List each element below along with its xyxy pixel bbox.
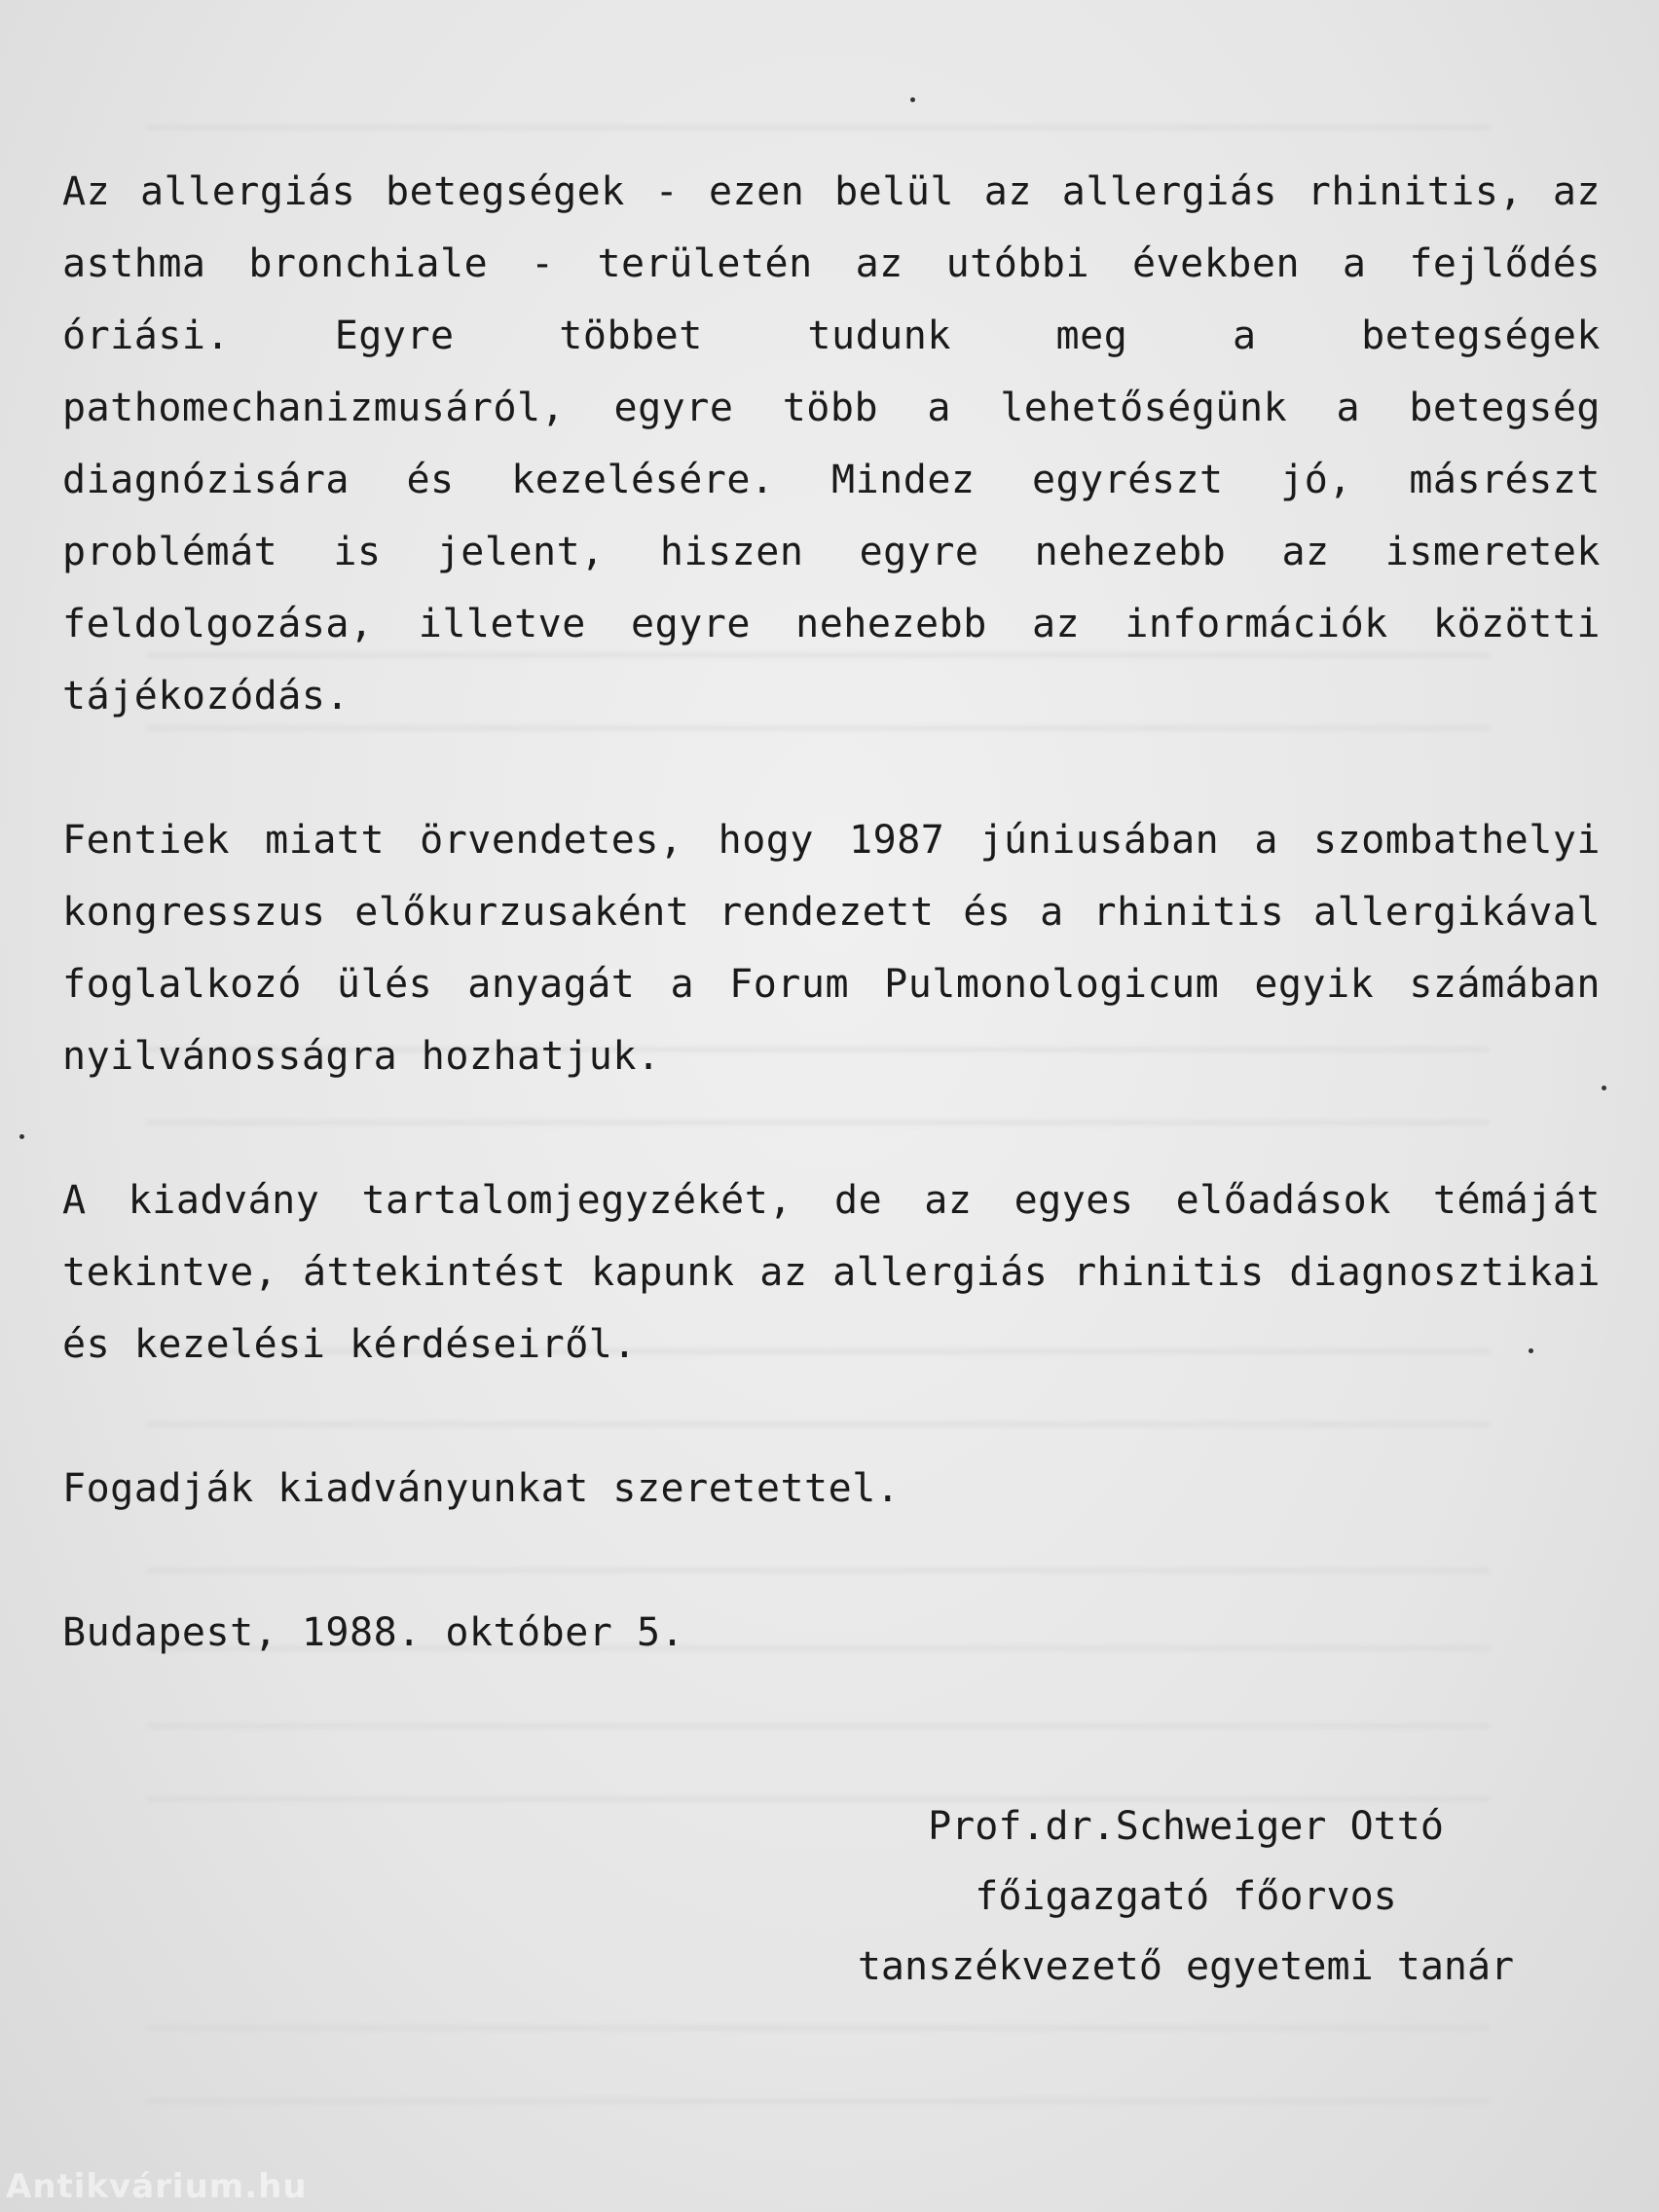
print-speck — [1602, 1086, 1606, 1090]
bleed-line — [146, 2025, 1490, 2031]
bleed-line — [146, 2098, 1490, 2104]
signature-block — [816, 1791, 1556, 2002]
paragraph-intro: Az allergiás betegségek - ezen belül az allergiás rhinitis, az asthma bronchiale - területén az utóbbi években a fejlődés óriási. Egyre többet tudunk meg a betegségek pathomechanizmusáról, egyre több a lehetőségünk a betegség diagnózisára és kezelésére. Mindez egyrészt jó, másrészt problémát is jelent, hiszen egyre nehezebb az ismeretek feldolgozása, illetve egyre nehezebb az információk közötti tájékozódás. — [62, 169, 1601, 719]
letter-body — [62, 156, 1601, 1741]
bleed-line — [146, 125, 1490, 130]
watermark: Antikvárium.hu — [6, 2167, 308, 2206]
signature-title-director: főigazgató főorvos — [975, 1874, 1397, 1919]
print-speck — [19, 1134, 24, 1139]
date-line: Budapest, 1988. október 5. — [62, 1610, 685, 1655]
paragraph-contents: A kiadvány tartalomjegyzékét, de az egyes előadások témáját tekintve, áttekintést kapunk az allergiás rhinitis diagnosztikai és kezelési kérdéseiről. — [62, 1178, 1601, 1367]
paragraph-closing: Fogadják kiadványunkat szeretettel. — [62, 1466, 901, 1511]
paragraph-congress: Fentiek miatt örvendetes, hogy 1987 júniusában a szombathelyi kongresszus előkurzusaként rendezett és a rhinitis allergikával foglalkozó ülés anyagát a Forum Pulmonologicum egyik számában nyilvánosságra hozhatjuk. — [62, 818, 1601, 1079]
signature-title-professor: tanszékvezető egyetemi tanár — [857, 1944, 1515, 1989]
print-speck — [910, 97, 915, 102]
signature-name: Prof.dr.Schweiger Ottó — [928, 1804, 1444, 1849]
